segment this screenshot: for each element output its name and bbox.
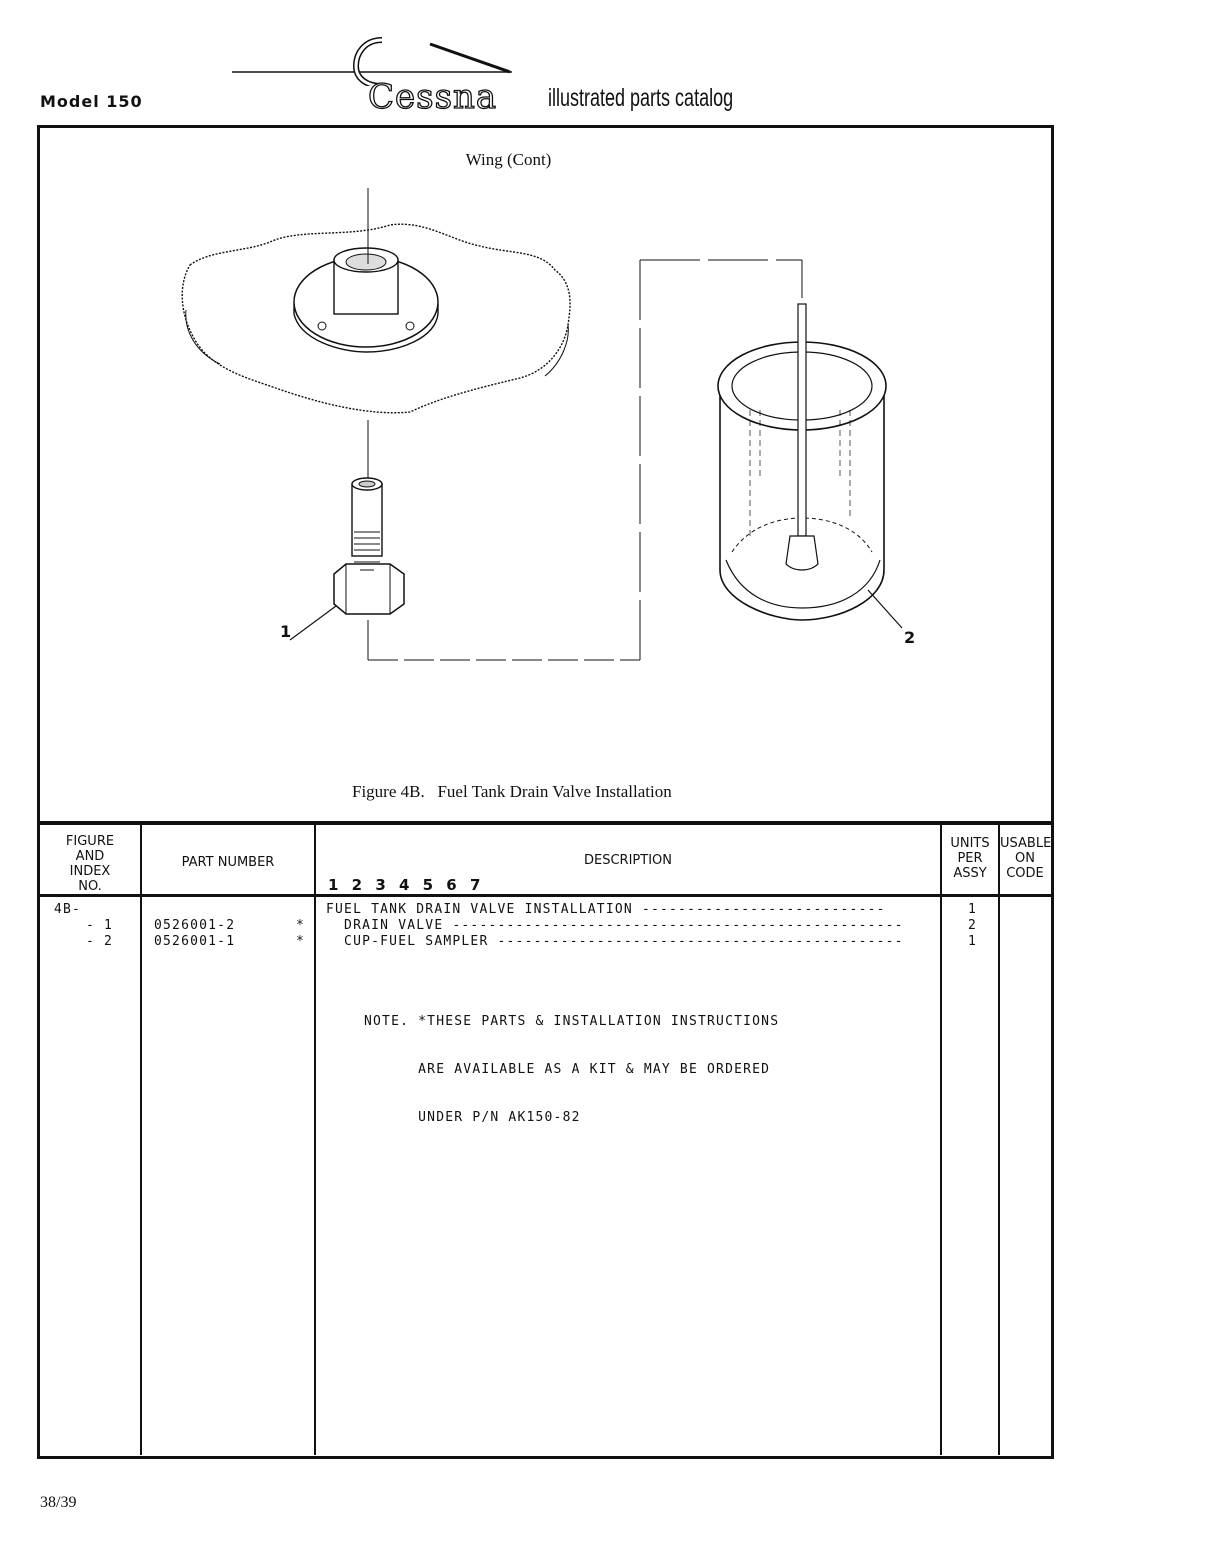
page-number: 38/39 bbox=[40, 1494, 77, 1511]
column-divider bbox=[940, 825, 942, 1455]
header-description: DESCRIPTION bbox=[584, 853, 672, 868]
column-divider bbox=[314, 825, 316, 1455]
row-index: - 1 bbox=[86, 918, 114, 933]
row-kit-mark: * bbox=[296, 918, 306, 933]
header-part-number: PART NUMBER bbox=[181, 855, 275, 870]
header-line: ASSY bbox=[953, 866, 987, 881]
row-kit-mark: * bbox=[296, 934, 306, 949]
header-line: INDEX bbox=[69, 864, 111, 879]
row-description: FUEL TANK DRAIN VALVE INSTALLATION --------------------------- bbox=[326, 902, 886, 917]
header-line: PER bbox=[957, 851, 983, 866]
header-line: USABLE bbox=[1000, 836, 1052, 851]
header-units-per-assy bbox=[942, 836, 998, 881]
row-part-number: 0526001-2 bbox=[154, 918, 236, 933]
figure-title: Wing (Cont) bbox=[465, 150, 552, 169]
brand-wordmark: Cessna bbox=[368, 77, 498, 117]
header-usable-on-code bbox=[1000, 836, 1050, 881]
row-index: 4B- bbox=[54, 902, 82, 917]
model-label: Model 150 bbox=[40, 92, 143, 111]
note-line: NOTE. *THESE PARTS & INSTALLATION INSTRUCTIONS bbox=[364, 1014, 780, 1029]
header-figure-index bbox=[40, 834, 140, 894]
header-line: FIGURE bbox=[65, 834, 115, 849]
note-line: UNDER P/N AK150-82 bbox=[364, 1110, 581, 1125]
row-units: 1 bbox=[968, 934, 978, 949]
table-top-rule bbox=[40, 821, 1051, 825]
note-line: ARE AVAILABLE AS A KIT & MAY BE ORDERED bbox=[364, 1062, 771, 1077]
header-line: CODE bbox=[1006, 866, 1044, 881]
indent-levels: 1 2 3 4 5 6 7 bbox=[328, 876, 485, 894]
row-units: 2 bbox=[968, 918, 978, 933]
header-line: AND bbox=[75, 849, 105, 864]
column-divider bbox=[140, 825, 142, 1455]
row-description: DRAIN VALVE -------------------------------------------------- bbox=[326, 918, 904, 933]
kit-note bbox=[364, 982, 779, 1142]
figure-caption: Figure 4B. Fuel Tank Drain Valve Installation bbox=[352, 782, 672, 801]
fuel-sampler-cup-shape bbox=[718, 304, 886, 620]
drain-valve-illustration bbox=[150, 180, 950, 680]
table-row bbox=[54, 902, 81, 918]
catalog-title: illustrated parts catalog bbox=[548, 84, 734, 112]
row-index: - 2 bbox=[86, 934, 114, 949]
drain-valve-shape bbox=[334, 478, 404, 614]
callout-1: 1 bbox=[280, 622, 292, 641]
column-divider bbox=[998, 825, 1000, 1455]
table-header-rule bbox=[40, 894, 1051, 897]
row-part-number: 0526001-1 bbox=[154, 934, 236, 949]
row-description: CUP-FUEL SAMPLER --------------------------------------------- bbox=[326, 934, 904, 949]
callout-2: 2 bbox=[904, 628, 916, 647]
header-line: ON bbox=[1015, 851, 1035, 866]
header-line: UNITS bbox=[950, 836, 990, 851]
header-line: NO. bbox=[78, 879, 102, 894]
row-units: 1 bbox=[968, 902, 978, 917]
